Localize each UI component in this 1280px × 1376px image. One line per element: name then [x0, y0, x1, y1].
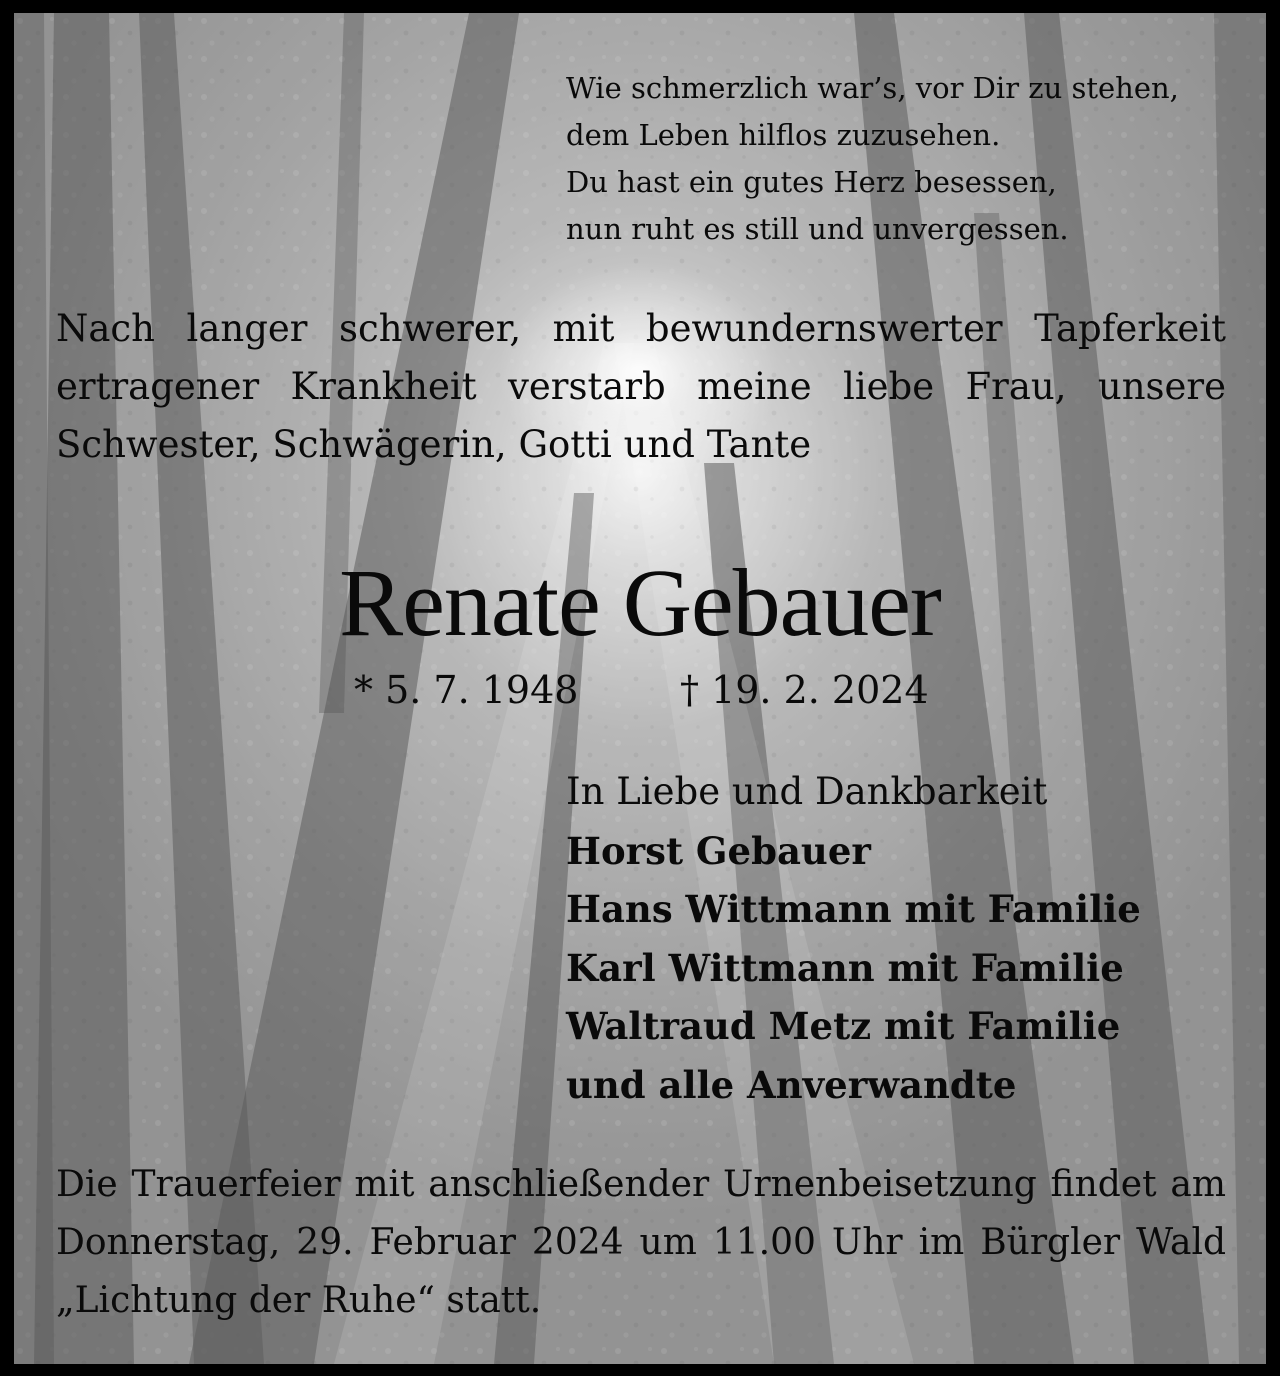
- mourner-name: Karl Wittmann mit Familie: [566, 945, 1124, 990]
- death-date: † 19. 2. 2024: [680, 668, 929, 712]
- funeral-line: Die Trauerfeier mit anschließender Urnenbeisetzung findet am: [56, 1164, 1226, 1205]
- memorial-poem: [566, 65, 1179, 253]
- announcement-line: Schwester, Schwägerin, Gotti und Tante: [56, 423, 812, 466]
- poem-line: dem Leben hilflos zuzusehen.: [566, 118, 1001, 152]
- mourner-name: Hans Wittmann mit Familie: [566, 887, 1141, 931]
- mourner-name: Waltraud Metz mit Familie: [566, 1004, 1121, 1048]
- mourners-list: [566, 763, 1141, 1114]
- death-announcement-text: [56, 300, 1226, 474]
- announcement-line: ertragener Krankheit verstarb meine liebe Frau, unsere: [56, 365, 1226, 408]
- poem-line: nun ruht es still und unvergessen.: [566, 212, 1069, 246]
- funeral-line: „Lichtung der Ruhe“ statt.: [56, 1280, 542, 1321]
- mourner-name: und alle Anverwandte: [566, 1062, 1017, 1107]
- poem-line: Wie schmerzlich war’s, vor Dir zu stehen,: [566, 71, 1179, 105]
- funeral-details: [56, 1156, 1226, 1330]
- deceased-name: Renate Gebauer: [339, 549, 941, 656]
- funeral-line: Donnerstag, 29. Februar 2024 um 11.00 Uhr im Bürgler Wald: [56, 1222, 1226, 1263]
- poem-line: Du hast ein gutes Herz besessen,: [566, 165, 1057, 199]
- mourners-intro: In Liebe und Dankbarkeit: [566, 770, 1048, 813]
- announcement-line: Nach langer schwerer, mit bewundernswerter Tapferkeit: [56, 307, 1226, 350]
- birth-date: * 5. 7. 1948: [354, 668, 579, 712]
- mourner-name: Horst Gebauer: [566, 828, 871, 873]
